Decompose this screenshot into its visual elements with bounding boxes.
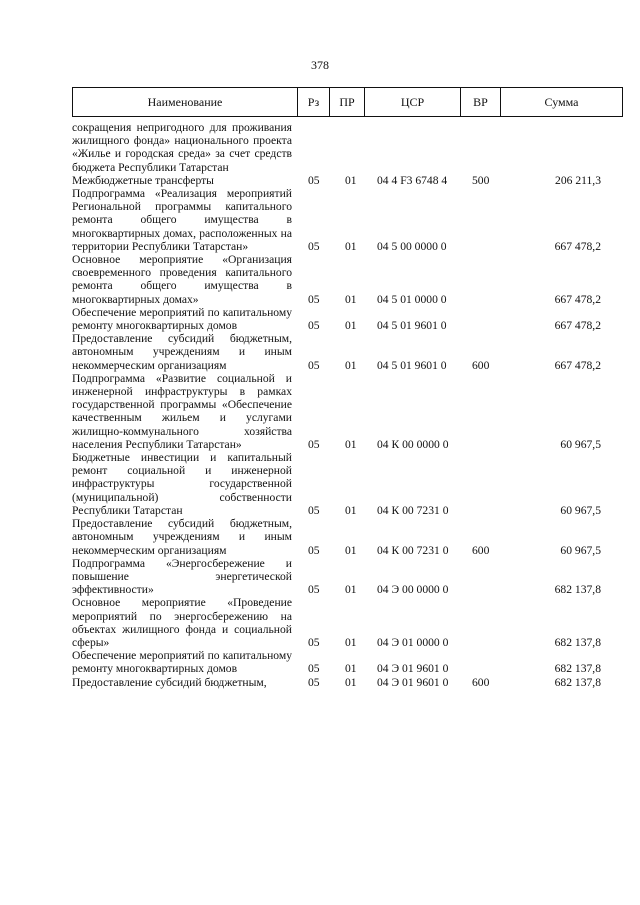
row-rz: 05	[308, 503, 320, 517]
table-row	[72, 372, 623, 451]
row-csr: 04 4 F3 6748 4	[377, 173, 448, 187]
row-sum: 60 967,5	[560, 543, 601, 557]
header-csr: ЦСР	[365, 88, 461, 116]
row-csr: 04 Э 01 9601 0	[377, 662, 449, 676]
row-name: Подпрограмма «Реализация мероприятий Региональной программы капитального ремонта общего имущества в многоквартирных домах, расположенных на территории Республики Татарстан»	[72, 187, 292, 253]
row-pr: 01	[345, 292, 357, 306]
table-row	[72, 121, 623, 174]
row-csr: 04 Э 00 0000 0	[377, 583, 449, 597]
row-rz: 05	[308, 292, 320, 306]
row-sum: 667 478,2	[554, 358, 601, 372]
row-pr: 01	[345, 675, 357, 689]
row-pr: 01	[345, 543, 357, 557]
row-name: сокращения непригодного для проживания жилищного фонда» национального проекта «Жилье и городская среда» за счет средств бюджета Республики Татарстан	[72, 121, 292, 174]
row-name: Предоставление субсидий бюджетным,	[72, 675, 267, 689]
row-csr: 04 5 00 0000 0	[377, 239, 447, 253]
header-sum: Сумма	[544, 94, 579, 109]
row-pr: 01	[345, 358, 357, 372]
row-rz: 05	[308, 662, 320, 676]
row-rz: 05	[308, 173, 320, 187]
row-name: Предоставление субсидий бюджетным, автономным учреждениям и иным некоммерческим организациям	[72, 332, 292, 372]
row-pr: 01	[345, 173, 357, 187]
header-rz: Рз	[298, 88, 330, 116]
row-csr: 04 К 00 7231 0	[377, 503, 449, 517]
row-pr: 01	[345, 319, 357, 333]
header-vr: ВР	[461, 88, 501, 116]
table-row	[72, 649, 623, 675]
row-vr: 600	[472, 543, 490, 557]
row-sum: 682 137,8	[554, 635, 601, 649]
row-rz: 05	[308, 635, 320, 649]
row-sum: 206 211,3	[555, 173, 601, 187]
row-sum: 60 967,5	[560, 503, 601, 517]
row-csr: 04 Э 01 0000 0	[377, 635, 449, 649]
row-csr: 04 5 01 9601 0	[377, 319, 447, 333]
table-row	[72, 306, 623, 332]
row-rz: 05	[308, 675, 320, 689]
row-sum: 682 137,8	[554, 675, 601, 689]
row-sum: 667 478,2	[554, 239, 601, 253]
row-rz: 05	[308, 437, 320, 451]
row-name: Обеспечение мероприятий по капитальному ремонту многоквартирных домов	[72, 649, 292, 676]
header-pr: ПР	[330, 88, 365, 116]
row-rz: 05	[308, 543, 320, 557]
row-vr: 600	[472, 675, 490, 689]
row-vr: 600	[472, 358, 490, 372]
row-name: Межбюджетные трансферты	[72, 173, 214, 187]
row-sum: 60 967,5	[560, 437, 601, 451]
row-csr: 04 К 00 7231 0	[377, 543, 449, 557]
table-row	[72, 676, 623, 689]
table-row	[72, 187, 623, 253]
table-row	[72, 451, 623, 517]
row-pr: 01	[345, 437, 357, 451]
table-body	[72, 121, 623, 689]
table-header	[72, 87, 623, 117]
table-row	[72, 596, 623, 649]
table-row	[72, 174, 623, 187]
row-csr: 04 5 01 0000 0	[377, 292, 447, 306]
table-row	[72, 517, 623, 557]
page-number: 378	[311, 58, 329, 72]
row-sum: 667 478,2	[554, 292, 601, 306]
row-name: Основное мероприятие «Организация своевременного проведения капитального ремонта общего имущества в многоквартирных домах»	[72, 253, 292, 306]
row-rz: 05	[308, 239, 320, 253]
header-name: Наименование	[73, 88, 298, 116]
row-rz: 05	[308, 319, 320, 333]
row-pr: 01	[345, 635, 357, 649]
row-name: Подпрограмма «Энергосбережение и повышение энергетической эффективности»	[72, 556, 292, 597]
row-pr: 01	[345, 503, 357, 517]
row-rz: 05	[308, 358, 320, 372]
row-name: Основное мероприятие «Проведение мероприятий по энергосбережению на объектах жилищного фонда и социальной сферы»	[72, 596, 292, 649]
table-row	[72, 253, 623, 306]
row-name: Бюджетные инвестиции и капитальный ремонт социальной и инженерной инфраструктуры государственной (муниципальной) собственности Республики Татарстан	[72, 451, 292, 517]
row-name: Подпрограмма «Развитие социальной и инженерной инфраструктуры в рамках государственной программы «Обеспечение качественным жильем и услугами жилищно-коммунального хозяйства населения Республики Татарстан»	[72, 371, 292, 451]
row-pr: 01	[345, 583, 357, 597]
row-csr: 04 Э 01 9601 0	[377, 675, 449, 689]
row-pr: 01	[345, 239, 357, 253]
row-name: Обеспечение мероприятий по капитальному ремонту многоквартирных домов	[72, 305, 292, 333]
row-vr: 500	[472, 173, 490, 187]
table-row	[72, 557, 623, 597]
row-sum: 682 137,8	[554, 583, 601, 597]
row-rz: 05	[308, 583, 320, 597]
row-name: Предоставление субсидий бюджетным, автономным учреждениям и иным некоммерческим организациям	[72, 517, 292, 557]
row-sum: 667 478,2	[554, 319, 601, 333]
table-row	[72, 332, 623, 372]
row-csr: 04 К 00 0000 0	[377, 437, 449, 451]
row-pr: 01	[345, 662, 357, 676]
row-sum: 682 137,8	[554, 662, 601, 676]
row-csr: 04 5 01 9601 0	[377, 358, 447, 372]
